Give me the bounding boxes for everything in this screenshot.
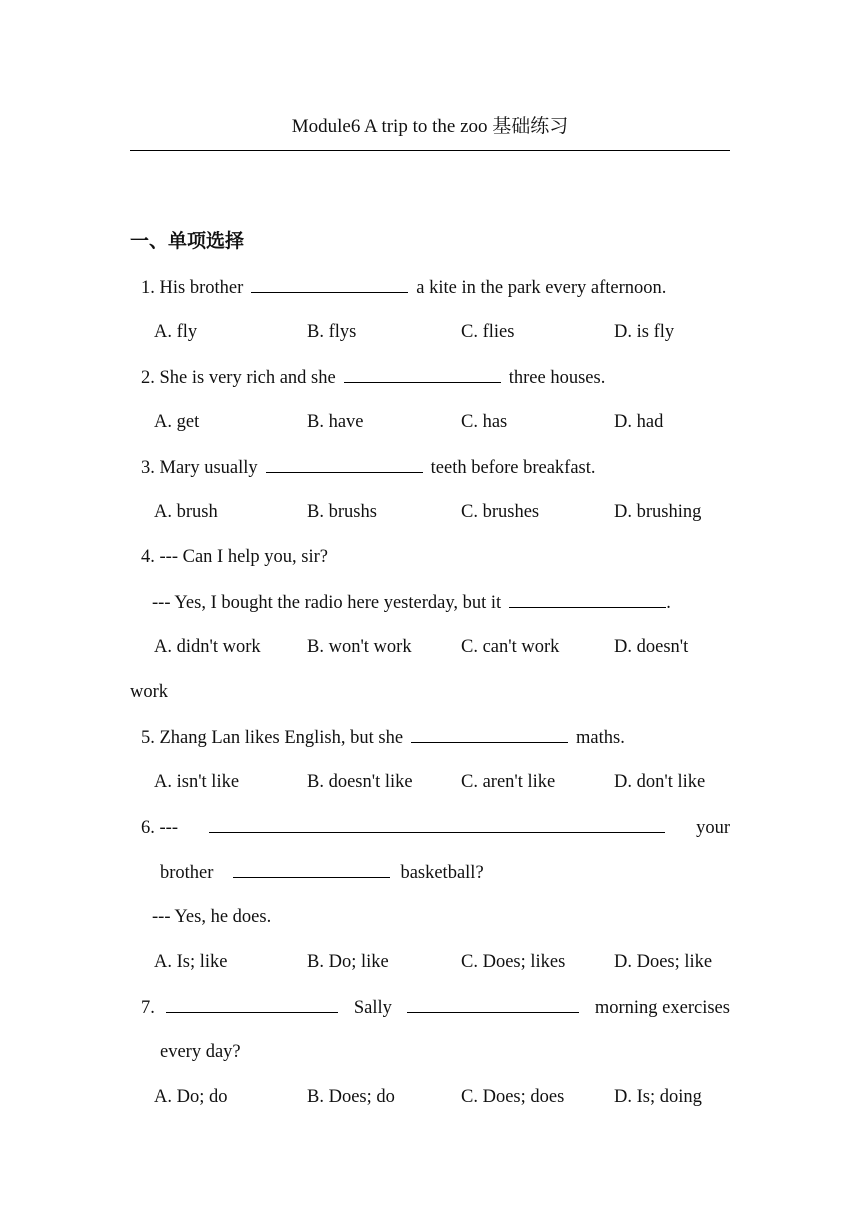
question-2-text-before: 2. She is very rich and she	[141, 368, 336, 388]
question-7-text-after: morning exercises	[594, 998, 730, 1018]
option-a: A. Do; do	[154, 1087, 228, 1107]
question-6-text-after: your	[696, 818, 730, 838]
option-d: D. is fly	[614, 322, 675, 342]
question-6-line-2	[160, 857, 484, 888]
option-b: B. doesn't like	[307, 772, 413, 792]
option-d: D. doesn't	[614, 637, 689, 657]
question-5-text-after: maths.	[576, 728, 625, 748]
option-a: A. isn't like	[154, 772, 240, 792]
question-2-text-after: three houses.	[508, 368, 606, 388]
question-4-period: .	[666, 593, 671, 613]
answer-blank	[209, 812, 665, 833]
option-d: D. Does; like	[614, 952, 713, 972]
option-c: C. Does; does	[461, 1087, 565, 1107]
option-b: B. Do; like	[307, 952, 389, 972]
question-4-reply-text: --- Yes, I bought the radio here yesterday, but it	[152, 593, 502, 613]
section-heading: 一、单项选择	[130, 230, 245, 252]
question-7-number: 7.	[141, 998, 155, 1018]
question-4: 4. --- Can I help you, sir?	[141, 547, 329, 567]
question-6-line2-before: brother	[160, 863, 214, 883]
question-2	[141, 362, 605, 393]
option-a: A. didn't work	[154, 637, 261, 657]
option-b: B. brushs	[307, 502, 377, 522]
question-5	[141, 722, 625, 753]
option-c: C. aren't like	[461, 772, 556, 792]
option-c: C. brushes	[461, 502, 540, 522]
answer-blank	[166, 992, 338, 1013]
option-b: B. won't work	[307, 637, 412, 657]
option-c: C. Does; likes	[461, 952, 566, 972]
question-1-text-after: a kite in the park every afternoon.	[416, 278, 667, 298]
option-c: C. has	[461, 412, 508, 432]
question-6-reply: --- Yes, he does.	[152, 907, 272, 927]
question-1-text-before: 1. His brother	[141, 278, 244, 298]
answer-blank	[233, 857, 390, 878]
option-a: A. get	[154, 412, 200, 432]
option-d: D. don't like	[614, 772, 706, 792]
question-3	[141, 452, 596, 483]
question-1	[141, 272, 666, 303]
option-d: D. Is; doing	[614, 1087, 702, 1107]
question-7	[141, 992, 730, 1023]
question-3-text-before: 3. Mary usually	[141, 458, 258, 478]
question-5-text-before: 5. Zhang Lan likes English, but she	[141, 728, 404, 748]
title-divider	[130, 150, 730, 151]
option-d: D. had	[614, 412, 664, 432]
option-d: D. brushing	[614, 502, 702, 522]
answer-blank	[266, 452, 423, 473]
question-7-line-2: every day?	[160, 1042, 241, 1062]
option-b: B. Does; do	[307, 1087, 395, 1107]
option-c: C. flies	[461, 322, 515, 342]
question-4-reply	[152, 587, 671, 618]
question-7-text-middle: Sally	[353, 998, 392, 1018]
answer-blank	[509, 587, 666, 608]
option-a: A. Is; like	[154, 952, 228, 972]
answer-blank	[251, 272, 408, 293]
question-6	[141, 812, 730, 843]
question-3-text-after: teeth before breakfast.	[430, 458, 596, 478]
answer-blank	[411, 722, 568, 743]
option-d-wrap: work	[130, 682, 169, 702]
question-6-line2-after: basketball?	[400, 863, 484, 883]
option-b: B. flys	[307, 322, 357, 342]
option-b: B. have	[307, 412, 364, 432]
document-title: Module6 A trip to the zoo 基础练习	[291, 116, 569, 137]
question-6-text-before: 6. ---	[141, 818, 178, 838]
option-c: C. can't work	[461, 637, 560, 657]
option-a: A. fly	[154, 322, 198, 342]
answer-blank	[407, 992, 579, 1013]
answer-blank	[344, 362, 501, 383]
option-a: A. brush	[154, 502, 218, 522]
